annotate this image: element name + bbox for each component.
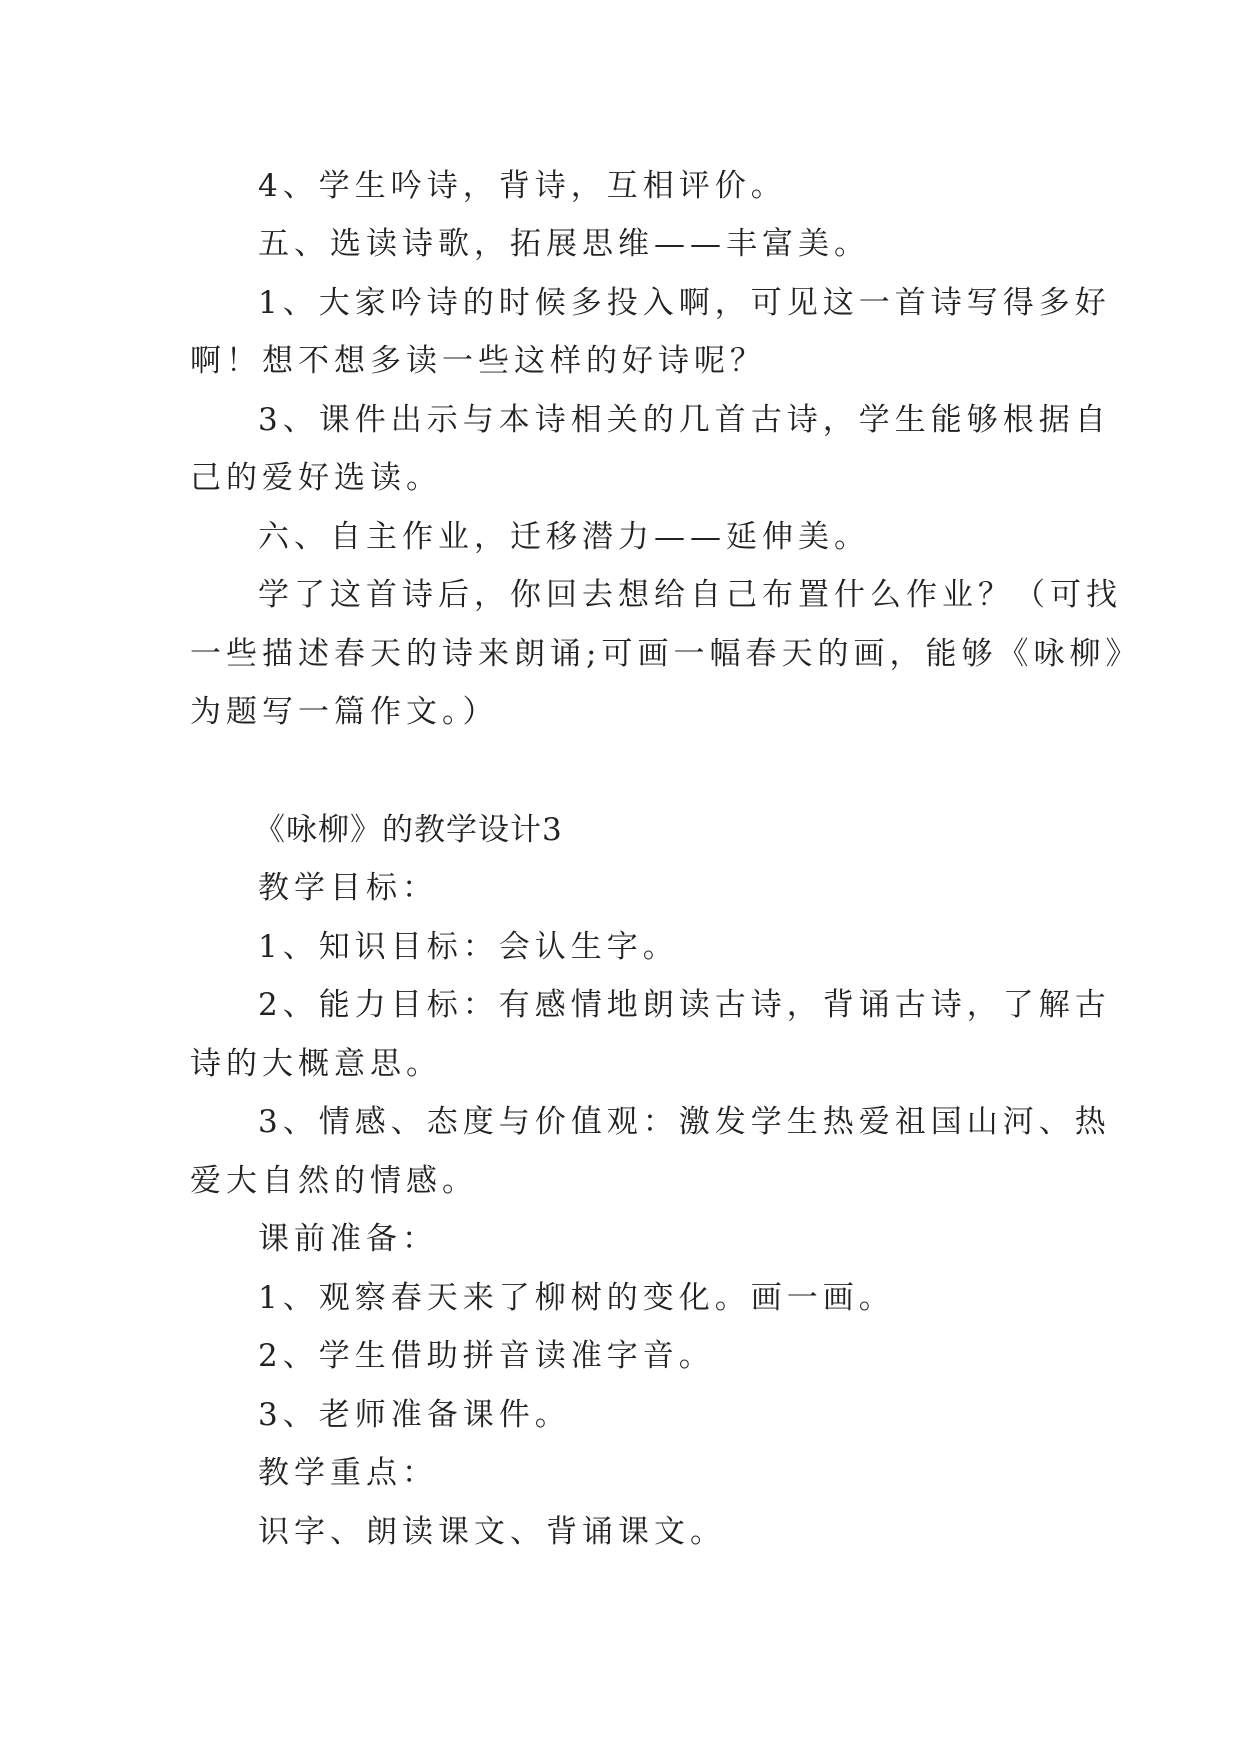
paragraph-line: 己的爱好选读。	[190, 460, 442, 496]
paragraph-line: 2、学生借助拼音读准字音。	[258, 1338, 715, 1374]
section-heading: 六、自主作业，迁移潜力——延伸美。	[258, 519, 870, 555]
paragraph-line: 2、能力目标：有感情地朗读古诗，背诵古诗，了解古	[258, 987, 1111, 1023]
paragraph-line: 4、学生吟诗，背诗，互相评价。	[258, 168, 787, 204]
paragraph-line: 爱大自然的情感。	[190, 1163, 478, 1199]
paragraph-line: 为题写一篇作文。）	[190, 694, 499, 730]
paragraph-line: 1、知识目标：会认生字。	[258, 929, 679, 965]
section-heading: 五、选读诗歌，拓展思维——丰富美。	[258, 226, 870, 262]
document-title: 《咏柳》的教学设计3	[254, 812, 563, 848]
paragraph-line: 识字、朗读课文、背诵课文。	[258, 1514, 726, 1550]
paragraph-line: 诗的大概意思。	[190, 1046, 442, 1082]
paragraph-line: 学了这首诗后，你回去想给自己布置什么作业？（可找	[258, 577, 1122, 613]
section-heading: 教学目标：	[258, 870, 438, 906]
section-heading: 课前准备：	[258, 1221, 438, 1257]
paragraph-line: 一些描述春天的诗来朗诵;可画一幅春天的画，能够《咏柳》	[190, 636, 1142, 672]
section-heading: 教学重点：	[258, 1455, 438, 1491]
paragraph-line: 3、情感、态度与价值观：激发学生热爱祖国山河、热	[258, 1104, 1111, 1140]
paragraph-line: 3、课件出示与本诗相关的几首古诗，学生能够根据自	[258, 402, 1111, 438]
paragraph-line: 啊！想不想多读一些这样的好诗呢？	[190, 343, 766, 379]
paragraph-line: 1、观察春天来了柳树的变化。画一画。	[258, 1280, 895, 1316]
paragraph-line: 3、老师准备课件。	[258, 1397, 571, 1433]
paragraph-line: 1、大家吟诗的时候多投入啊，可见这一首诗写得多好	[258, 285, 1111, 321]
